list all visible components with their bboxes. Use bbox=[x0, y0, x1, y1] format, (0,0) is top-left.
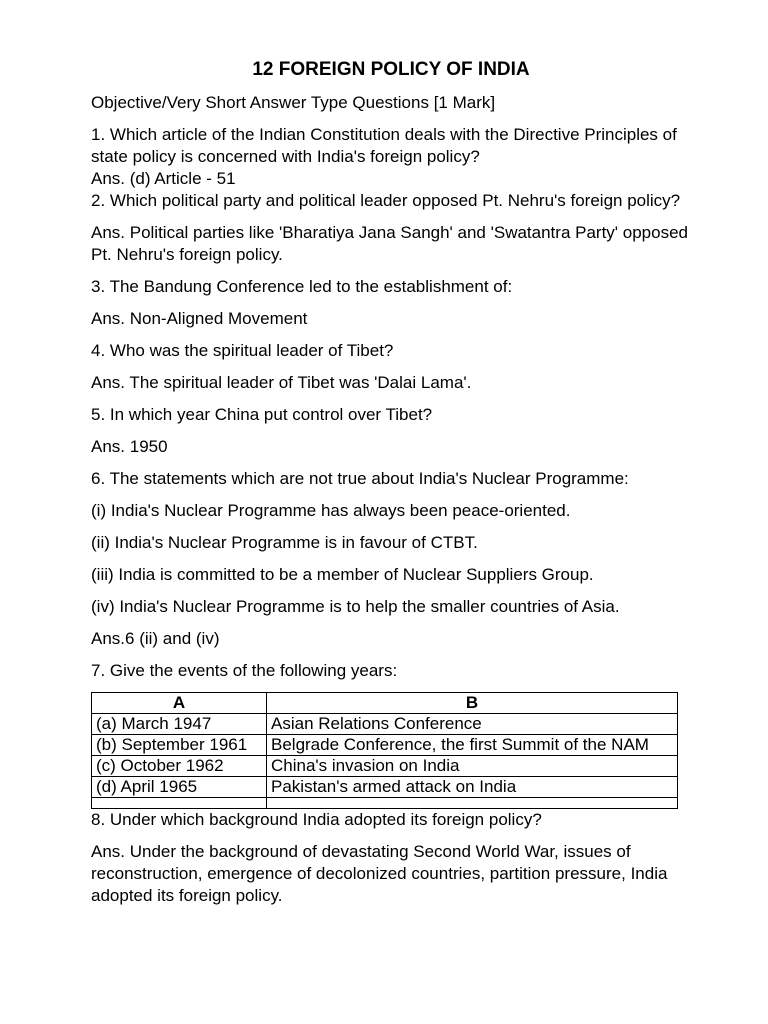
option-6-i: (i) India's Nuclear Programme has always been peace-oriented. bbox=[91, 501, 571, 520]
table-cell-empty bbox=[267, 798, 678, 809]
answer-4: Ans. The spiritual leader of Tibet was 'Dalai Lama'. bbox=[91, 373, 472, 392]
table-cell-year: (a) March 1947 bbox=[92, 714, 267, 735]
answer-8: Ans. Under the background of devastating Second World War, issues of reconstruction, emergence of decolonized countries, partition pressure, India adopted its foreign policy. bbox=[91, 842, 668, 905]
table-cell-year: (b) September 1961 bbox=[92, 735, 267, 756]
question-6: 6. The statements which are not true about India's Nuclear Programme: bbox=[91, 469, 629, 488]
answer-3: Ans. Non-Aligned Movement bbox=[91, 309, 308, 328]
table-cell-year: (c) October 1962 bbox=[92, 756, 267, 777]
table-header-row bbox=[92, 693, 678, 714]
question-7: 7. Give the events of the following years: bbox=[91, 661, 398, 680]
table-row-empty bbox=[92, 798, 678, 809]
table-cell-event: Pakistan's armed attack on India bbox=[267, 777, 678, 798]
question-5: 5. In which year China put control over Tibet? bbox=[91, 405, 433, 424]
table-cell-event: Asian Relations Conference bbox=[267, 714, 678, 735]
question-2: 2. Which political party and political leader opposed Pt. Nehru's foreign policy? bbox=[91, 191, 681, 210]
table-header-b: B bbox=[267, 693, 678, 714]
answer-2: Ans. Political parties like 'Bharatiya Jana Sangh' and 'Swatantra Party' opposed Pt. Nehru's foreign policy. bbox=[91, 223, 688, 264]
table-row bbox=[92, 777, 678, 798]
question-3: 3. The Bandung Conference led to the establishment of: bbox=[91, 277, 513, 296]
section-subtitle: Objective/Very Short Answer Type Questions [1 Mark] bbox=[91, 93, 496, 112]
table-row bbox=[92, 756, 678, 777]
option-6-iii: (iii) India is committed to be a member of Nuclear Suppliers Group. bbox=[91, 565, 594, 584]
document-page bbox=[91, 58, 691, 907]
answer-5: Ans. 1950 bbox=[91, 437, 168, 456]
answer-6: Ans.6 (ii) and (iv) bbox=[91, 629, 220, 648]
answer-1: Ans. (d) Article - 51 bbox=[91, 169, 236, 188]
option-6-iv: (iv) India's Nuclear Programme is to help the smaller countries of Asia. bbox=[91, 597, 620, 616]
table-header-a: A bbox=[92, 693, 267, 714]
table-cell-event: China's invasion on India bbox=[267, 756, 678, 777]
question-8: 8. Under which background India adopted its foreign policy? bbox=[91, 810, 542, 829]
events-table bbox=[91, 692, 678, 809]
table-row bbox=[92, 735, 678, 756]
question-4: 4. Who was the spiritual leader of Tibet? bbox=[91, 341, 394, 360]
question-1: 1. Which article of the Indian Constitution deals with the Directive Principles of state policy is concerned with India's foreign policy? bbox=[91, 125, 677, 166]
table-cell-year: (d) April 1965 bbox=[92, 777, 267, 798]
page-title: 12 FOREIGN POLICY OF INDIA bbox=[252, 59, 530, 80]
option-6-ii: (ii) India's Nuclear Programme is in favour of CTBT. bbox=[91, 533, 478, 552]
table-cell-event: Belgrade Conference, the first Summit of the NAM bbox=[267, 735, 678, 756]
table-row bbox=[92, 714, 678, 735]
table-cell-empty bbox=[92, 798, 267, 809]
